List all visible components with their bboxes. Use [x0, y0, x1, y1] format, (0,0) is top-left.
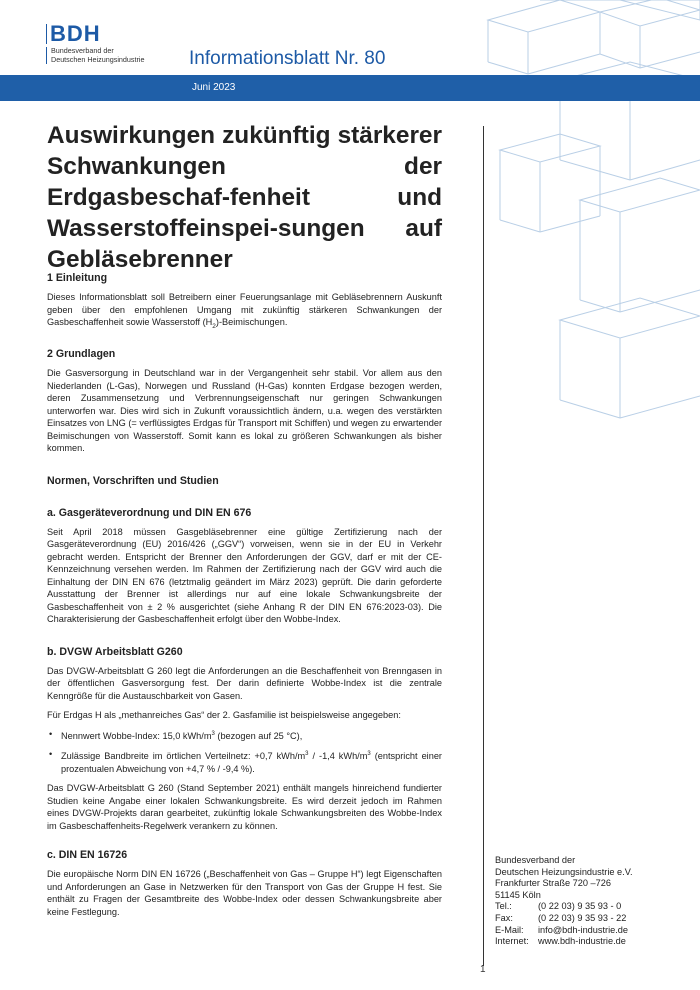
website-link[interactable]: www.bdh-industrie.de: [538, 936, 626, 947]
issue-date: Juni 2023: [192, 82, 236, 93]
wobbe-index-list: [47, 728, 442, 776]
main-content: [47, 272, 442, 918]
address-internet: [495, 936, 633, 948]
li2-sup2: 3: [367, 751, 371, 758]
section-text-ggv: Seit April 2018 müssen Gasgebläsebrenner eine gültige Zertifizierung nach der Gasgeräteverordnung (EU) 2016/426 („GGV“) vorweisen, wenn sie in der EU in Verkehr gebracht werden. Entspricht der Brenner den Anforderungen der GGV, darf er mit der CE-Kennzeichnung versehen werden. Im Rahmen der Zertifizierung nach der GGV wird auch die Einhaltung der DIN EN 676 (letztmalig geändert im März 2023) geprüft. Die darin geforderte Ausstattung der Brenner ist allerdings nur auf eine lokale Schwankungsbreite der Gasbeschaffenheit von ± 2 % ausgerichtet (siehe Anhang R der DIN EN 676:2023-03). Die Charakterisierung der Gasbeschaffenheit erfolgt über den Wobbe-Index.: [47, 526, 442, 625]
li2-text-b: / -1,4 kWh/m: [308, 751, 368, 762]
einleitung-text-a: Dieses Informationsblatt soll Betreibern einer Feuerungsanlage mit Gebläsebrennern Auskunft geben über den empfohlenen Umgang mit zukünftig stärkeren Schwankungen der Gasbeschaffenheit sowie Wasserstoff (H: [47, 292, 442, 327]
address-line3: Frankfurter Straße 720 –726: [495, 878, 611, 889]
page-title: Auswirkungen zukünftig stärkerer Schwankungen der Erdgasbeschaf-fenheit und Wasserstoffeinspei-sungen auf Gebläsebrenner: [47, 122, 442, 273]
header-band: [0, 75, 700, 101]
h2-subscript: 2: [212, 322, 216, 330]
internet-label: Internet:: [495, 936, 529, 947]
address-fax: [495, 913, 633, 925]
li1-text-a: Nennwert Wobbe-Index: 15,0 kWh/m: [61, 730, 212, 741]
li1-text-b: (bezogen auf 25 °C),: [214, 730, 303, 741]
section-text-grundlagen: Die Gasversorgung in Deutschland war in der Vergangenheit sehr stabil. Vor allem aus den Niederlanden (L-Gas), Norwegen und Russland (H-Gas) konnten Erdgase bezogen werden, deren Zusammensetzung und Verbrennungseigenschaft nur geringen Schwankungen unterworfen war. Dies wird sich in Zukunft voraussichtlich ändern, u.a. wegen des verstärkten Einsatzes von LNG (= verflüssigtes Erdgas für Transport mit Schiffen) und wegen zu erwartender Beimischungen von Wasserstoff. Somit kann es lokal zu größeren Schwankungen als bisher kommen.: [47, 368, 442, 454]
email-label: E-Mail:: [495, 924, 524, 935]
address-block: [495, 855, 633, 948]
section-text-einleitung: [47, 291, 442, 333]
logo-subtitle: [46, 47, 145, 64]
column-divider: [483, 126, 484, 966]
phone-value: (0 22 03) 9 35 93 - 0: [538, 901, 622, 912]
phone-label: Tel.:: [495, 901, 512, 912]
page-number: 1: [480, 964, 486, 975]
li2-text-c: (entspricht einer prozentualen Abweichung von +4,7 % / -9,4 %).: [61, 751, 442, 774]
li2-sup1: 3: [305, 751, 309, 758]
section-text-dvgw-3: Das DVGW-Arbeitsblatt G 260 (Stand September 2021) enthält mangels hinreichend fundierter Studien keine Angabe einer lokalen Schwankungsbreite. Es wird derzeit jedoch im Rahmen eines DVGW-Projekts daran gearbeitet, zukünftig lokale Schwankungsbreiten des Wobbe-Index im Gasbeschaffenheits-Regelwerk verankern zu können.: [47, 783, 442, 831]
address-line1: Bundesverband der: [495, 855, 576, 865]
li2-text-a: Zulässige Bandbreite im örtlichen Verteilnetz: +0,7 kWh/m: [61, 751, 306, 762]
section-heading-grundlagen: 2 Grundlagen: [47, 348, 116, 361]
list-item: [47, 748, 442, 775]
address-line4: 51145 Köln: [495, 889, 541, 900]
bdh-logo: [46, 21, 145, 64]
einleitung-text-b: )-Beimischungen.: [215, 317, 288, 327]
address-line2: Deutschen Heizungsindustrie e.V.: [495, 866, 633, 877]
section-heading-din-en-16726: c. DIN EN 16726: [47, 849, 128, 862]
logo-mark: BDH: [46, 24, 145, 44]
infoblatt-title: Informationsblatt Nr. 80: [189, 48, 386, 69]
li1-sup: 3: [211, 730, 215, 737]
logo-subtitle-line1: Bundesverband der: [51, 46, 114, 55]
section-text-dvgw-1: Das DVGW-Arbeitsblatt G 260 legt die Anforderungen an die Beschaffenheit von Brenngasen in der öffentlichen Gasversorgung fest. Der darin definierte Wobbe-Index ist die zentrale Kenngröße für die Austauschbarkeit von Gasen.: [47, 665, 442, 701]
list-item: [47, 728, 442, 743]
fax-value: (0 22 03) 9 35 93 - 22: [538, 912, 627, 923]
section-heading-einleitung: 1 Einleitung: [47, 272, 108, 284]
email-link[interactable]: info@bdh-industrie.de: [538, 924, 629, 935]
section-heading-ggv: a. Gasgeräteverordnung und DIN EN 676: [47, 506, 252, 519]
address-phone: [495, 901, 633, 913]
address-email: [495, 925, 633, 937]
section-heading-normen: Normen, Vorschriften und Studien: [47, 474, 219, 487]
section-text-din-en-16726: Die europäische Norm DIN EN 16726 („Beschaffenheit von Gas – Gruppe H“) legt Eigenschaften und Anforderungen an Gase in Netzwerken für den Transport von Gas der Gruppe H fest. Sie enthält zu Fragen der Gesamtbreite des Wobbe-Index oder dessen Schwankungsbreite aber keine Festlegung.: [47, 869, 442, 917]
section-text-dvgw-2: Für Erdgas H als „methanreiches Gas“ der 2. Gasfamilie ist beispielsweise angegeben:: [47, 710, 401, 721]
logo-subtitle-line2: Deutschen Heizungsindustrie: [51, 54, 145, 64]
section-heading-dvgw: b. DVGW Arbeitsblatt G260: [47, 645, 183, 658]
fax-label: Fax:: [495, 912, 513, 923]
